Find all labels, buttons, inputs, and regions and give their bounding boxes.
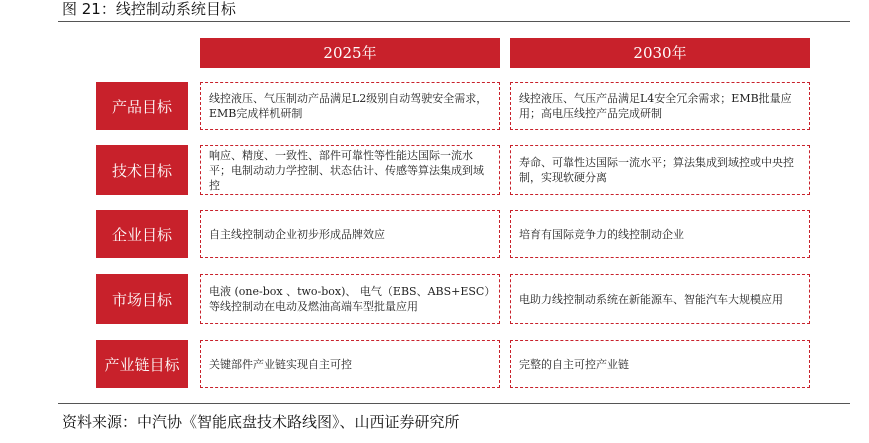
bottom-divider [58,403,850,404]
row-label-product: 产品目标 [96,82,188,130]
cell-text: 电助力线控制动系统在新能源车、智能汽车大规模应用 [519,292,783,306]
cell-supply-chain-2030 [510,340,810,388]
top-divider [58,21,850,22]
row-label-supply-chain: 产业链目标 [96,340,188,388]
cell-supply-chain-2025 [200,340,500,388]
row-label-enterprise: 企业目标 [96,210,188,258]
cell-text: 完整的自主可控产业链 [519,357,629,371]
column-header-2030: 2030年 [510,38,810,68]
cell-text: 关键部件产业链实现自主可控 [209,357,352,371]
row-label-technology: 技术目标 [96,145,188,195]
cell-enterprise-2025 [200,210,500,258]
row-label-market: 市场目标 [96,274,188,324]
cell-text: 寿命、可靠性达国际一流水平；算法集成到域控或中央控制，实现软硬分离 [519,156,794,184]
cell-technology-2030 [510,145,810,195]
cell-market-2025 [200,274,500,324]
cell-technology-2025 [200,145,500,195]
cell-market-2030 [510,274,810,324]
cell-text: 线控液压、气压制动产品满足L2级别自动驾驶安全需求，EMB完成样机研制 [209,92,488,120]
cell-text: 自主线控制动企业初步形成品牌效应 [209,227,385,241]
source-note: 资料来源：中汽协《智能底盘技术路线图》、山西证券研究所 [62,413,460,431]
cell-text: 电液 (one-box 、two-box)、 电气（EBS、ABS+ESC）等线控制动在电动及燃油高端车型批量应用 [209,285,490,313]
column-header-2025: 2025年 [200,38,500,68]
cell-product-2025 [200,82,500,130]
cell-enterprise-2030 [510,210,810,258]
cell-text: 线控液压、气压产品满足L4安全冗余需求；EMB批量应用；高电压线控产品完成研制 [519,92,792,120]
figure-title: 图 21：线控制动系统目标 [62,0,236,18]
cell-text: 培育有国际竞争力的线控制动企业 [519,227,684,241]
cell-product-2030 [510,82,810,130]
cell-text: 响应、精度、一致性、部件可靠性等性能达国际一流水平；电制动动力学控制、状态估计、传感等算法集成到域控 [209,148,484,192]
